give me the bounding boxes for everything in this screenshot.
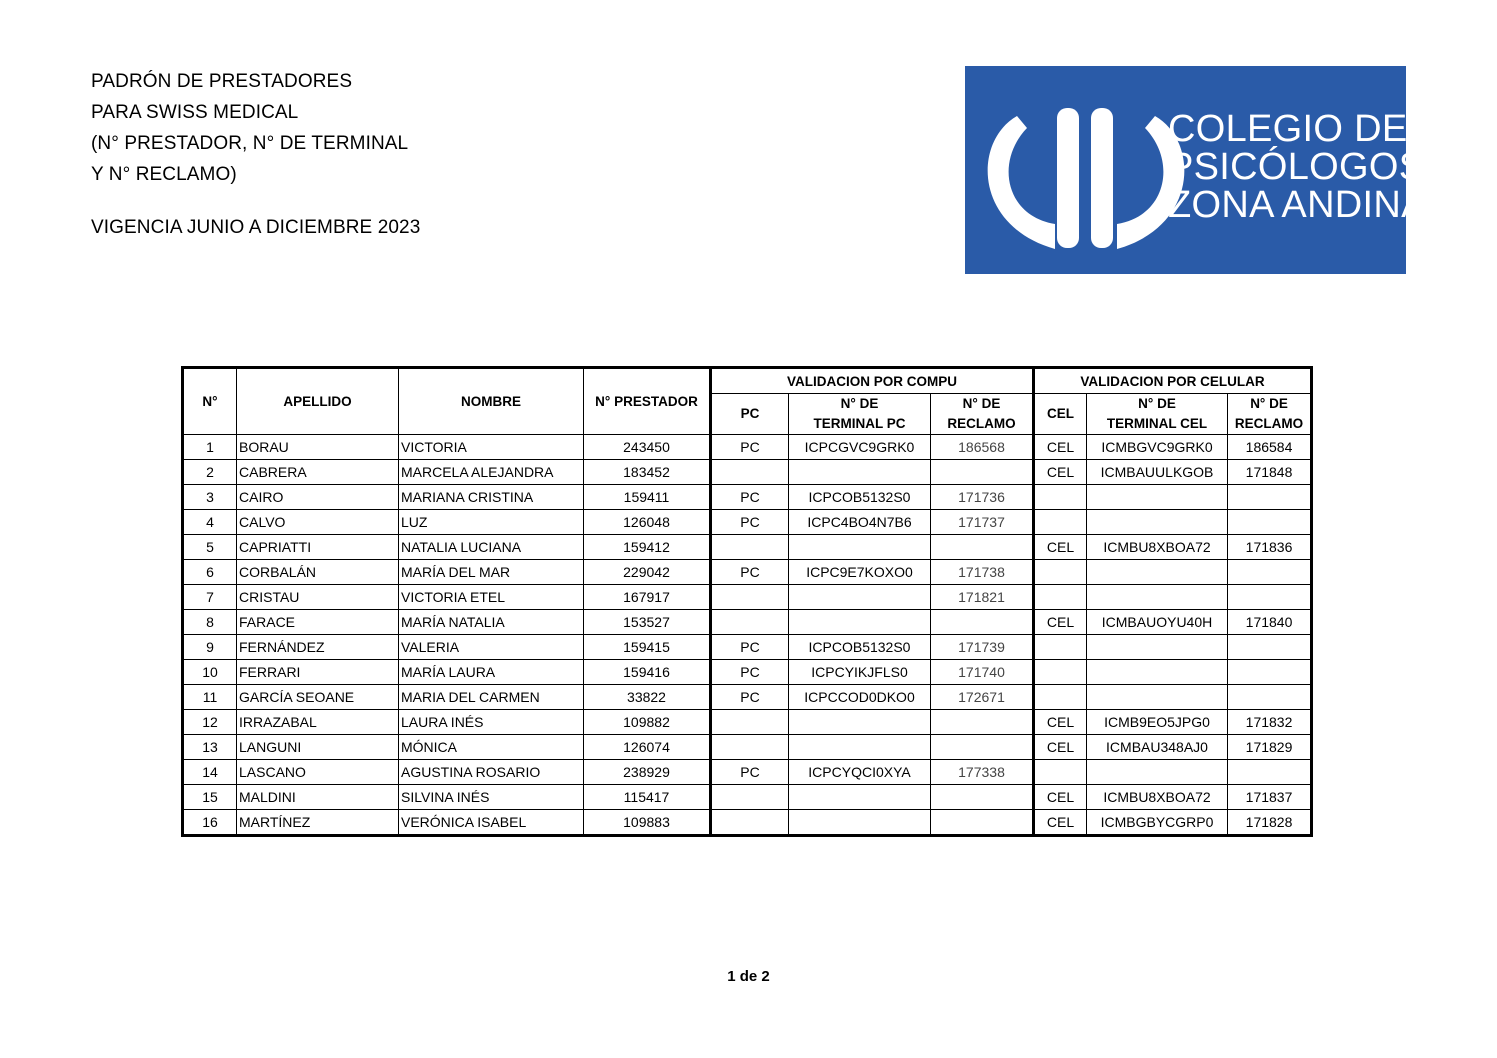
cell-reclamo-cel: 171840	[1228, 610, 1312, 635]
col-header-reclamo-pc: N° DE RECLAMO	[931, 394, 1034, 435]
cell-reclamo-cel	[1228, 560, 1312, 585]
colegio-logo	[965, 66, 1427, 274]
cell-terminal-cel: ICMBAU348AJ0	[1087, 735, 1228, 760]
cell-pc	[711, 735, 789, 760]
logo-line-3: ZONA ANDINA	[1168, 184, 1427, 226]
cell-apellido: CABRERA	[237, 460, 399, 485]
cell-reclamo-cel	[1228, 760, 1312, 785]
cell-prestador: 126074	[584, 735, 711, 760]
cell-pc: PC	[711, 435, 789, 460]
cell-reclamo-cel: 171832	[1228, 710, 1312, 735]
cell-apellido: FERNÁNDEZ	[237, 635, 399, 660]
cell-terminal-pc	[789, 810, 931, 836]
table-row	[183, 810, 1312, 836]
validity-period: VIGENCIA JUNIO A DICIEMBRE 2023	[91, 217, 421, 238]
cell-pc	[711, 535, 789, 560]
cell-pc: PC	[711, 560, 789, 585]
table-row	[183, 635, 1312, 660]
page-number: 1 de 2	[727, 968, 770, 985]
cell-terminal-cel	[1087, 585, 1228, 610]
cell-reclamo-pc: 186568	[931, 435, 1034, 460]
col-header-cel: CEL	[1034, 394, 1087, 435]
cell-prestador: 167917	[584, 585, 711, 610]
group-header-celular: VALIDACION POR CELULAR	[1034, 368, 1312, 394]
cell-number: 1	[183, 435, 237, 460]
cell-reclamo-pc	[931, 460, 1034, 485]
cell-reclamo-pc: 172671	[931, 685, 1034, 710]
cell-number: 8	[183, 610, 237, 635]
cell-apellido: IRRAZABAL	[237, 710, 399, 735]
cell-terminal-cel	[1087, 485, 1228, 510]
cell-terminal-pc	[789, 710, 931, 735]
table-row	[183, 710, 1312, 735]
cell-reclamo-cel	[1228, 585, 1312, 610]
cell-number: 15	[183, 785, 237, 810]
cell-reclamo-cel: 171848	[1228, 460, 1312, 485]
col-header-terminal-pc: N° DE TERMINAL PC	[789, 394, 931, 435]
cell-reclamo-pc	[931, 810, 1034, 836]
cell-terminal-pc	[789, 460, 931, 485]
col-header-apellido: APELLIDO	[237, 368, 399, 435]
cell-apellido: BORAU	[237, 435, 399, 460]
cell-nombre: LAURA INÉS	[399, 710, 584, 735]
cell-cel	[1034, 585, 1087, 610]
cell-reclamo-pc: 171738	[931, 560, 1034, 585]
cell-cel	[1034, 685, 1087, 710]
providers-table	[181, 366, 1313, 837]
cell-cel	[1034, 510, 1087, 535]
logo-line-2: PSICÓLOGOS	[1168, 146, 1425, 188]
cell-terminal-pc	[789, 785, 931, 810]
cell-reclamo-pc: 171740	[931, 660, 1034, 685]
cell-number: 6	[183, 560, 237, 585]
cell-apellido: MALDINI	[237, 785, 399, 810]
cell-reclamo-pc: 171821	[931, 585, 1034, 610]
cell-nombre: MARIANA CRISTINA	[399, 485, 584, 510]
cell-terminal-pc: ICPC4BO4N7B6	[789, 510, 931, 535]
cell-prestador: 159412	[584, 535, 711, 560]
cell-pc: PC	[711, 685, 789, 710]
cell-terminal-cel: ICMBU8XBOA72	[1087, 535, 1228, 560]
cell-terminal-cel	[1087, 635, 1228, 660]
cell-pc	[711, 810, 789, 836]
cell-prestador: 238929	[584, 760, 711, 785]
cell-prestador: 159416	[584, 660, 711, 685]
table-row	[183, 460, 1312, 485]
cell-reclamo-cel	[1228, 510, 1312, 535]
cell-nombre: MÓNICA	[399, 735, 584, 760]
cell-reclamo-cel	[1228, 660, 1312, 685]
table-row	[183, 560, 1312, 585]
cell-number: 12	[183, 710, 237, 735]
cell-prestador: 109883	[584, 810, 711, 836]
cell-nombre: VICTORIA ETEL	[399, 585, 584, 610]
logo-wordmark	[1168, 110, 1427, 224]
cell-nombre: NATALIA LUCIANA	[399, 535, 584, 560]
cell-terminal-cel: ICMBAUULKGOB	[1087, 460, 1228, 485]
cell-reclamo-pc	[931, 785, 1034, 810]
cell-cel	[1034, 660, 1087, 685]
cell-number: 10	[183, 660, 237, 685]
cell-reclamo-pc	[931, 710, 1034, 735]
cell-prestador: 153527	[584, 610, 711, 635]
table-row	[183, 685, 1312, 710]
cell-nombre: VERÓNICA ISABEL	[399, 810, 584, 836]
cell-cel: CEL	[1034, 435, 1087, 460]
cell-terminal-pc: ICPCOB5132S0	[789, 635, 931, 660]
cell-terminal-cel	[1087, 685, 1228, 710]
cell-number: 4	[183, 510, 237, 535]
cell-reclamo-pc: 177338	[931, 760, 1034, 785]
header-line-1: PADRÓN DE PRESTADORES	[91, 71, 353, 92]
cell-cel: CEL	[1034, 710, 1087, 735]
cell-apellido: CRISTAU	[237, 585, 399, 610]
table-row	[183, 785, 1312, 810]
cell-cel: CEL	[1034, 460, 1087, 485]
cell-apellido: CORBALÁN	[237, 560, 399, 585]
col-header-n: N°	[183, 368, 237, 435]
cell-nombre: LUZ	[399, 510, 584, 535]
col-header-reclamo-cel: N° DE RECLAMO	[1228, 394, 1312, 435]
cell-terminal-pc: ICPCOB5132S0	[789, 485, 931, 510]
logo-line-1: COLEGIO DE	[1168, 108, 1408, 150]
col-header-prestador: N° PRESTADOR	[584, 368, 711, 435]
cell-pc: PC	[711, 510, 789, 535]
cell-number: 7	[183, 585, 237, 610]
cell-terminal-cel: ICMBGVC9GRK0	[1087, 435, 1228, 460]
cell-cel: CEL	[1034, 785, 1087, 810]
cell-nombre: MARCELA ALEJANDRA	[399, 460, 584, 485]
cell-reclamo-pc: 171736	[931, 485, 1034, 510]
cell-number: 13	[183, 735, 237, 760]
table-row	[183, 485, 1312, 510]
cell-terminal-cel: ICMBAUOYU40H	[1087, 610, 1228, 635]
cell-reclamo-cel: 171837	[1228, 785, 1312, 810]
cell-prestador: 126048	[584, 510, 711, 535]
cell-terminal-cel	[1087, 760, 1228, 785]
cell-cel: CEL	[1034, 810, 1087, 836]
cell-cel: CEL	[1034, 735, 1087, 760]
cell-cel	[1034, 560, 1087, 585]
cell-nombre: VICTORIA	[399, 435, 584, 460]
cell-apellido: FARACE	[237, 610, 399, 635]
cell-reclamo-cel	[1228, 635, 1312, 660]
cell-terminal-cel	[1087, 560, 1228, 585]
table-row	[183, 735, 1312, 760]
cell-reclamo-pc	[931, 610, 1034, 635]
cell-pc: PC	[711, 660, 789, 685]
cell-apellido: CAIRO	[237, 485, 399, 510]
cell-terminal-pc	[789, 585, 931, 610]
cell-apellido: LANGUNI	[237, 735, 399, 760]
cell-cel: CEL	[1034, 535, 1087, 560]
col-header-nombre: NOMBRE	[399, 368, 584, 435]
cell-nombre: VALERIA	[399, 635, 584, 660]
cell-apellido: GARCÍA SEOANE	[237, 685, 399, 710]
cell-apellido: MARTÍNEZ	[237, 810, 399, 836]
cell-apellido: LASCANO	[237, 760, 399, 785]
cell-reclamo-cel: 186584	[1228, 435, 1312, 460]
cell-prestador: 115417	[584, 785, 711, 810]
cell-pc	[711, 585, 789, 610]
header-line-3: (N° PRESTADOR, N° DE TERMINAL	[91, 133, 409, 154]
cell-apellido: CAPRIATTI	[237, 535, 399, 560]
col-header-pc: PC	[711, 394, 789, 435]
cell-reclamo-cel	[1228, 685, 1312, 710]
cell-terminal-pc	[789, 610, 931, 635]
cell-terminal-cel: ICMB9EO5JPG0	[1087, 710, 1228, 735]
table-row	[183, 760, 1312, 785]
cell-prestador: 33822	[584, 685, 711, 710]
cell-cel: CEL	[1034, 610, 1087, 635]
cell-nombre: MARIA DEL CARMEN	[399, 685, 584, 710]
cell-prestador: 183452	[584, 460, 711, 485]
cell-pc: PC	[711, 760, 789, 785]
table-row	[183, 585, 1312, 610]
cell-pc	[711, 460, 789, 485]
cell-cel	[1034, 760, 1087, 785]
cell-reclamo-cel: 171828	[1228, 810, 1312, 836]
cell-nombre: MARÍA DEL MAR	[399, 560, 584, 585]
cell-reclamo-pc	[931, 735, 1034, 760]
cell-nombre: MARÍA NATALIA	[399, 610, 584, 635]
cell-nombre: MARÍA LAURA	[399, 660, 584, 685]
cell-prestador: 243450	[584, 435, 711, 460]
cell-number: 16	[183, 810, 237, 836]
cell-reclamo-cel: 171836	[1228, 535, 1312, 560]
cell-nombre: SILVINA INÉS	[399, 785, 584, 810]
cell-terminal-cel: ICMBU8XBOA72	[1087, 785, 1228, 810]
cell-pc	[711, 610, 789, 635]
cell-prestador: 229042	[584, 560, 711, 585]
cell-number: 3	[183, 485, 237, 510]
cell-reclamo-cel: 171829	[1228, 735, 1312, 760]
cell-terminal-pc: ICPCYIKJFLS0	[789, 660, 931, 685]
cell-pc	[711, 710, 789, 735]
cell-reclamo-cel	[1228, 485, 1312, 510]
cell-terminal-pc: ICPC9E7KOXO0	[789, 560, 931, 585]
cell-terminal-pc: ICPCGVC9GRK0	[789, 435, 931, 460]
cell-terminal-cel: ICMBGBYCGRP0	[1087, 810, 1228, 836]
cell-number: 11	[183, 685, 237, 710]
cell-cel	[1034, 635, 1087, 660]
cell-pc	[711, 785, 789, 810]
cell-terminal-cel	[1087, 660, 1228, 685]
cell-number: 5	[183, 535, 237, 560]
table-row	[183, 510, 1312, 535]
cell-terminal-pc: ICPCCOD0DKO0	[789, 685, 931, 710]
cell-reclamo-pc	[931, 535, 1034, 560]
cell-terminal-pc	[789, 535, 931, 560]
cell-nombre: AGUSTINA ROSARIO	[399, 760, 584, 785]
cell-apellido: CALVO	[237, 510, 399, 535]
cell-prestador: 159415	[584, 635, 711, 660]
cell-terminal-pc	[789, 735, 931, 760]
cell-cel	[1034, 485, 1087, 510]
cell-pc: PC	[711, 635, 789, 660]
table-row	[183, 660, 1312, 685]
cell-number: 9	[183, 635, 237, 660]
cell-reclamo-pc: 171737	[931, 510, 1034, 535]
header-line-2: PARA SWISS MEDICAL	[91, 102, 299, 123]
table-body	[183, 435, 1312, 836]
header-line-4: Y N° RECLAMO)	[91, 164, 237, 185]
cell-apellido: FERRARI	[237, 660, 399, 685]
cell-reclamo-pc: 171739	[931, 635, 1034, 660]
cell-prestador: 109882	[584, 710, 711, 735]
table-row	[183, 535, 1312, 560]
cell-terminal-cel	[1087, 510, 1228, 535]
cell-prestador: 159411	[584, 485, 711, 510]
document-header	[91, 66, 420, 243]
group-header-compu: VALIDACION POR COMPU	[711, 368, 1034, 394]
cell-pc: PC	[711, 485, 789, 510]
col-header-terminal-cel: N° DE TERMINAL CEL	[1087, 394, 1228, 435]
table-row	[183, 435, 1312, 460]
table-row	[183, 610, 1312, 635]
cell-terminal-pc: ICPCYQCI0XYA	[789, 760, 931, 785]
cell-number: 14	[183, 760, 237, 785]
cell-number: 2	[183, 460, 237, 485]
